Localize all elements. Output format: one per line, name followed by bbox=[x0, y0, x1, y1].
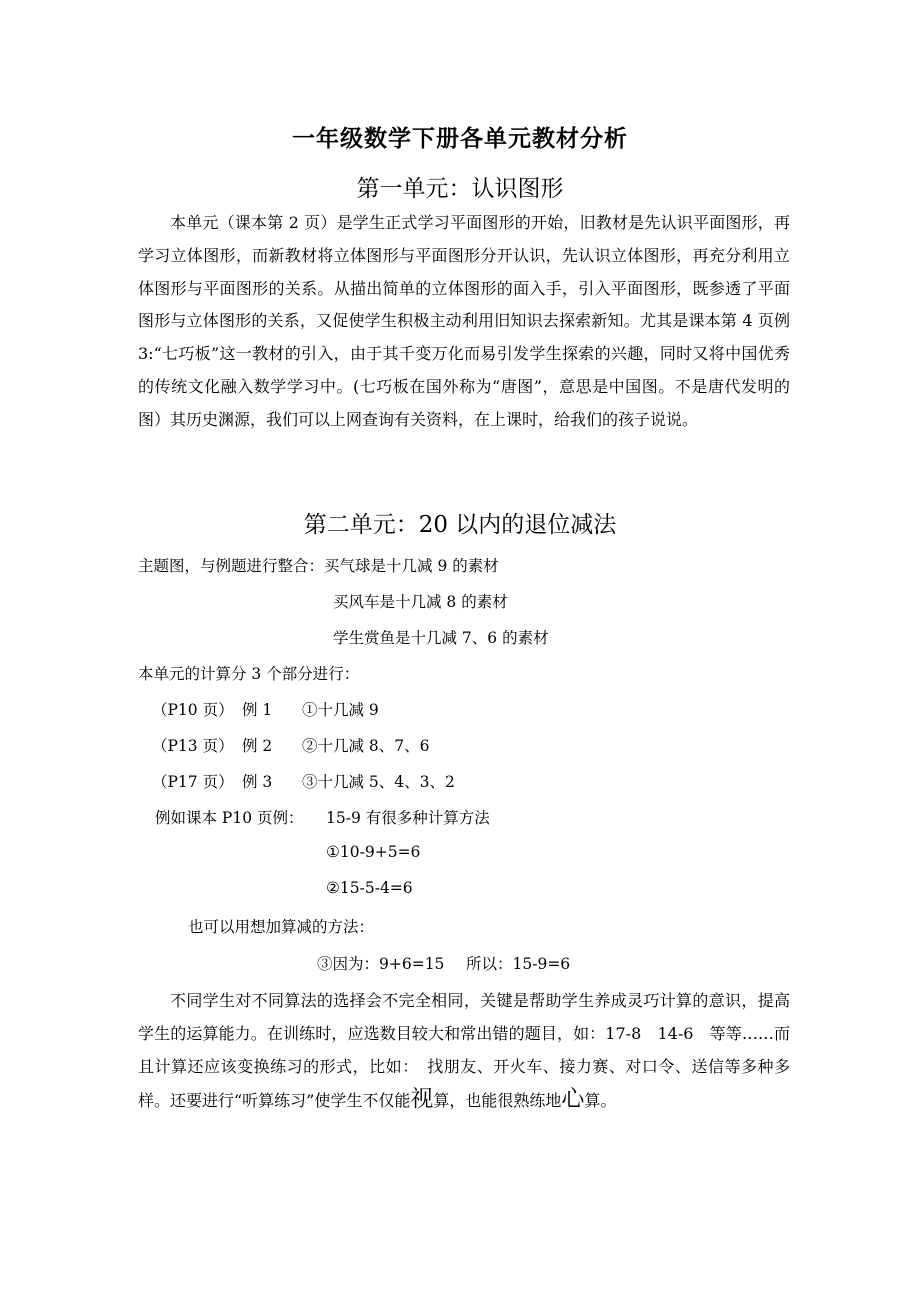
part-example: 例 1 bbox=[242, 701, 273, 719]
method-2: ②15-5-4=6 bbox=[326, 879, 413, 897]
unit1-heading: 第一单元：认识图形 bbox=[356, 176, 564, 202]
method-1: ①10-9+5=6 bbox=[326, 843, 421, 861]
theme-intro: 主题图，与例题进行整合： bbox=[138, 557, 325, 575]
part-content: ①十几减 9 bbox=[302, 701, 379, 719]
parts-intro: 本单元的计算分 3 个部分进行： bbox=[138, 665, 360, 683]
method-3-so: 所以：15-9=6 bbox=[466, 955, 571, 973]
method-3-because: ③因为：9+6=15 bbox=[317, 955, 445, 973]
closing-text: 不同学生对不同算法的选择会不完全相同，关键是帮助学生养成灵巧计算的意识，提高学生的运算能力。在训练时，应选数目较大和常出错的题目，如：17-8 14-6 等等……而且计算还应该变换练习的形式，比如： 找朋友、开火车、接力赛、对口令、送信等多种多样。还要进行“听算练习”使学生不仅能 bbox=[138, 991, 790, 1111]
part-example: 例 3 bbox=[242, 773, 273, 791]
also-line: 也可以用想加算减的方法： bbox=[188, 918, 375, 936]
closing-paragraph bbox=[138, 985, 790, 1118]
closing-text: 算。 bbox=[584, 1091, 617, 1111]
theme-item: 学生赏鱼是十几减 7、6 的素材 bbox=[333, 629, 549, 647]
document-title: 一年级数学下册各单元教材分析 bbox=[292, 125, 628, 152]
theme-line bbox=[138, 554, 499, 576]
theme-item: 买气球是十几减 9 的素材 bbox=[324, 557, 499, 575]
theme-item: 买风车是十几减 8 的素材 bbox=[333, 593, 508, 611]
closing-text: 算，也能很熟练地 bbox=[433, 1091, 562, 1111]
closing-emphasis: 心 bbox=[561, 1086, 585, 1113]
part-page: （P10 页） bbox=[152, 701, 234, 719]
example-intro: 例如课本 P10 页例： bbox=[155, 809, 304, 827]
unit2-heading: 第二单元：20 以内的退位减法 bbox=[303, 512, 617, 538]
part-example: 例 2 bbox=[242, 737, 273, 755]
example-desc: 15-9 有很多种计算方法 bbox=[326, 809, 490, 827]
part-page: （P13 页） bbox=[152, 737, 234, 755]
part-page: （P17 页） bbox=[152, 773, 234, 791]
part-content: ②十几减 8、7、6 bbox=[302, 737, 430, 755]
closing-emphasis: 视 bbox=[410, 1086, 434, 1113]
part-content: ③十几减 5、4、3、2 bbox=[302, 773, 455, 791]
unit1-paragraph: 本单元（课本第 2 页）是学生正式学习平面图形的开始，旧教材是先认识平面图形，再学习立体图形，而新教材将立体图形与平面图形分开认识，先认识立体图形，再充分利用立体图形与平面图形的关系。从描出简单的立体图形的面入手，引入平面图形，既参透了平面图形与立体图形的关系，又促使学生积极主动利用旧知识去探索新知。尤其是课本第 4 页例 3:“七巧板”这一教材的引入，由于其千变万化而易引发学生探索的兴趣，同时又将中国优秀的传统文化融入数学学习中。(七巧板在国外称为“唐图”，意思是中国图。不是唐代发明的图）其历史渊源，我们可以上网查询有关资料，在上课时，给我们的孩子说说。 bbox=[138, 213, 790, 429]
